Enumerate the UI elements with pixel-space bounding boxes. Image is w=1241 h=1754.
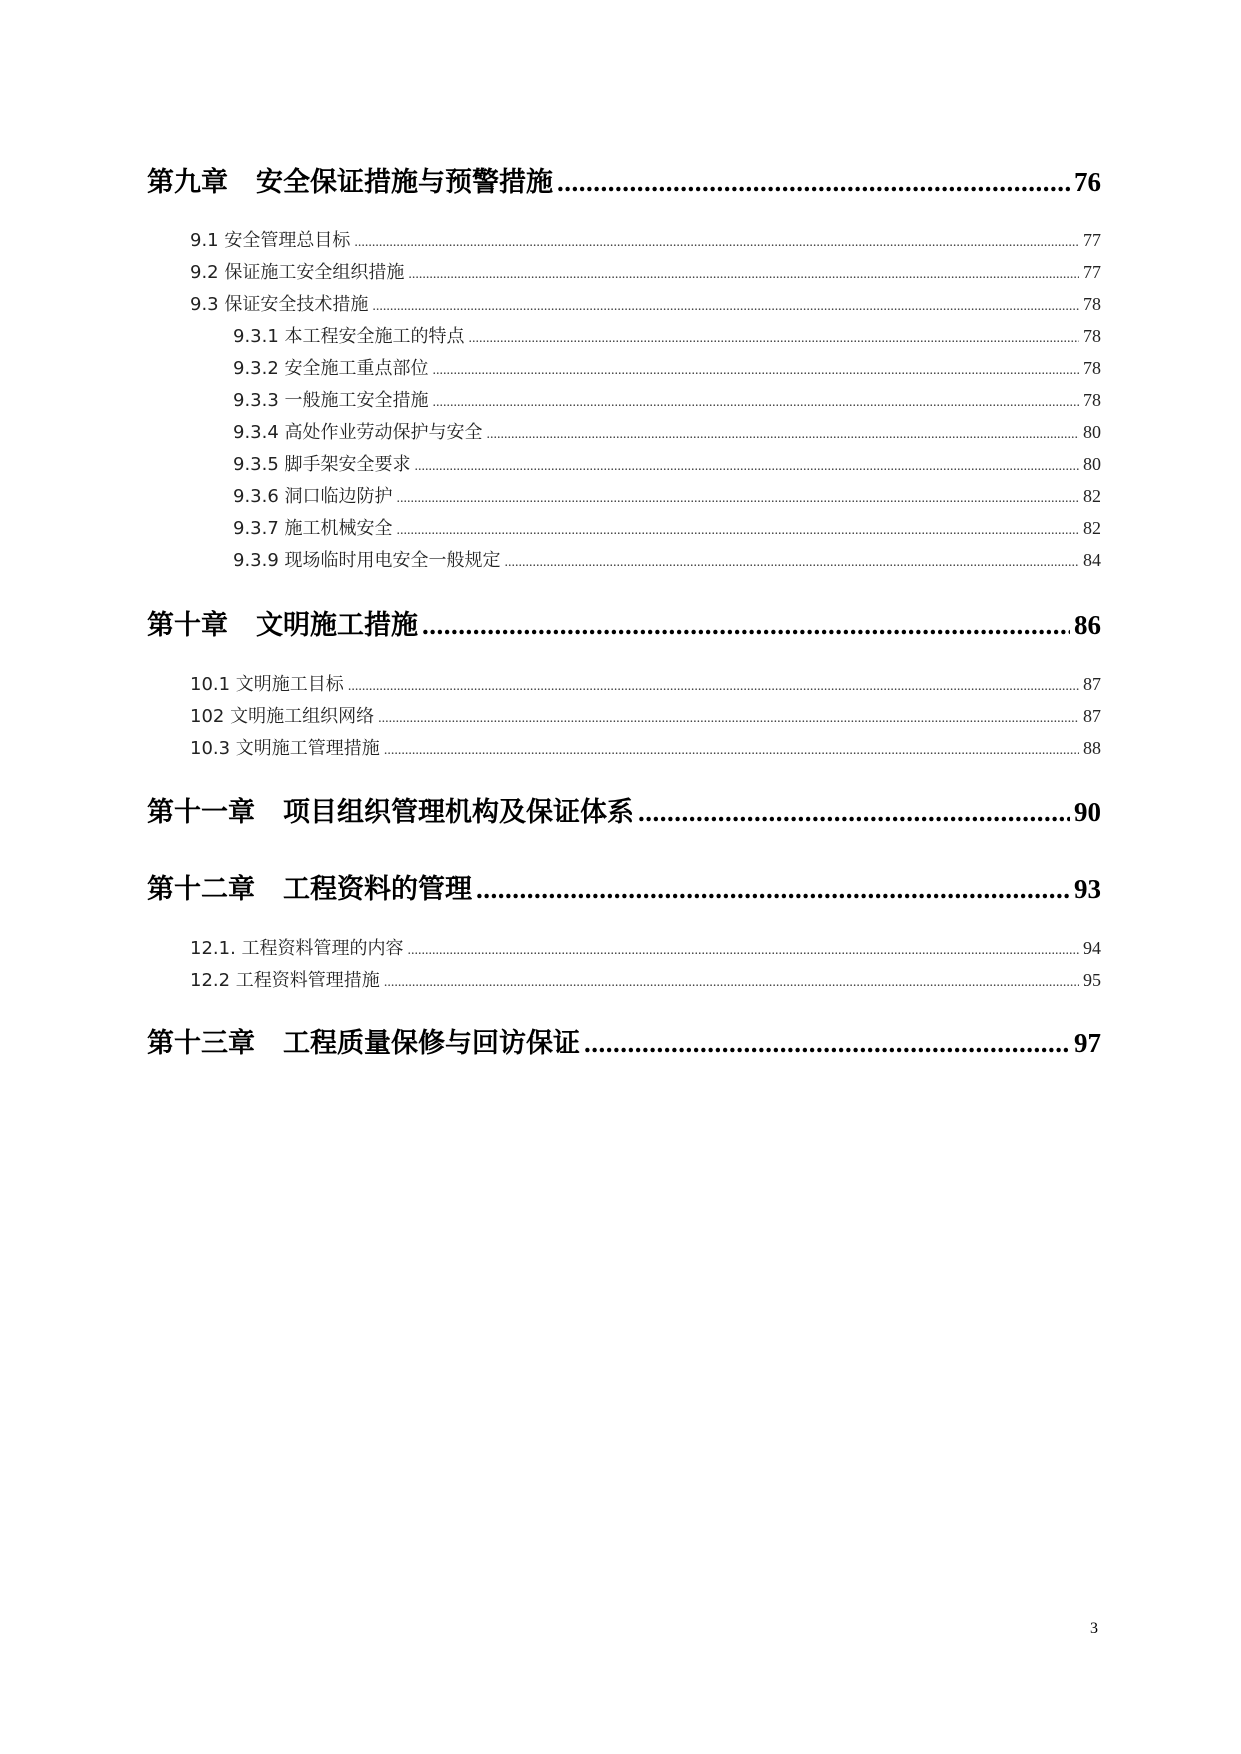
page-ref: 76 (1074, 167, 1101, 197)
dot-leader (422, 610, 1070, 641)
dot-leader (384, 743, 1079, 759)
dot-leader (384, 975, 1079, 991)
dot-leader (476, 874, 1070, 905)
toc-subsection-9-3-5[interactable] (233, 450, 1101, 478)
toc-section-9-2[interactable] (190, 258, 1101, 286)
page-ref: 97 (1074, 1028, 1101, 1058)
toc-chapter-13[interactable] (147, 1021, 1101, 1061)
dot-leader (638, 797, 1070, 828)
toc-chapter-12[interactable] (147, 867, 1101, 907)
section-title: 102 文明施工组织网络 (190, 706, 375, 727)
section-title: 9.3.5 脚手架安全要求 (233, 454, 411, 475)
chapter-title: 安全保证措施与预警措施 (256, 167, 553, 198)
section-title: 10.1 文明施工目标 (190, 674, 344, 695)
chapter-title: 项目组织管理机构及保证体系 (283, 797, 634, 828)
section-title: 10.3 文明施工管理措施 (190, 738, 380, 759)
toc-subsection-9-3-1[interactable] (233, 322, 1101, 350)
toc-chapter-9[interactable] (147, 160, 1101, 200)
toc-subsection-9-3-9[interactable] (233, 546, 1101, 574)
page-ref: 78 (1083, 326, 1101, 346)
chapter-number: 第十一章 (147, 797, 255, 828)
section-title: 9.3 保证安全技术措施 (190, 294, 369, 315)
section-title: 9.3.4 高处作业劳动保护与安全 (233, 422, 483, 443)
section-title: 9.3.2 安全施工重点部位 (233, 358, 429, 379)
section-title: 9.3.7 施工机械安全 (233, 518, 393, 539)
section-title: 9.3.6 洞口临边防护 (233, 486, 393, 507)
dot-leader (372, 299, 1079, 315)
dot-leader (433, 363, 1079, 379)
toc-subsection-9-3-7[interactable] (233, 514, 1101, 542)
dot-leader (505, 555, 1079, 571)
page-ref: 82 (1083, 486, 1101, 506)
toc-section-10-3[interactable] (190, 734, 1101, 762)
dot-leader (557, 167, 1070, 198)
dot-leader (469, 331, 1079, 347)
toc-subsection-9-3-2[interactable] (233, 354, 1101, 382)
toc-subsection-9-3-3[interactable] (233, 386, 1101, 414)
chapter-number: 第十三章 (147, 1028, 255, 1059)
toc-section-10-1[interactable] (190, 670, 1101, 698)
section-title: 9.2 保证施工安全组织措施 (190, 262, 405, 283)
dot-leader (408, 943, 1079, 959)
page-ref: 77 (1083, 230, 1101, 250)
page-ref: 88 (1083, 738, 1101, 758)
toc-section-12-2[interactable] (190, 966, 1101, 994)
page-ref: 77 (1083, 262, 1101, 282)
page-ref: 95 (1083, 970, 1101, 990)
page-ref: 86 (1074, 610, 1101, 640)
section-title: 9.3.9 现场临时用电安全一般规定 (233, 550, 501, 571)
toc-chapter-11[interactable] (147, 790, 1101, 830)
toc-chapter-10[interactable] (147, 603, 1101, 643)
toc-section-12-1[interactable] (190, 934, 1101, 962)
page-ref: 87 (1083, 674, 1101, 694)
chapter-number: 第九章 (147, 167, 228, 198)
dot-leader (397, 491, 1079, 507)
chapter-title: 文明施工措施 (256, 610, 418, 641)
section-title: 9.1 安全管理总目标 (190, 230, 351, 251)
page-ref: 87 (1083, 706, 1101, 726)
chapter-number: 第十章 (147, 610, 228, 641)
dot-leader (348, 679, 1079, 695)
page-ref: 94 (1083, 938, 1101, 958)
page-ref: 82 (1083, 518, 1101, 538)
chapter-number: 第十二章 (147, 874, 255, 905)
section-title: 9.3.3 一般施工安全措施 (233, 390, 429, 411)
page-ref: 78 (1083, 390, 1101, 410)
section-title: 9.3.1 本工程安全施工的特点 (233, 326, 465, 347)
dot-leader (433, 395, 1079, 411)
dot-leader (354, 235, 1079, 251)
toc-subsection-9-3-6[interactable] (233, 482, 1101, 510)
section-title: 12.1. 工程资料管理的内容 (190, 938, 404, 959)
page-ref: 80 (1083, 422, 1101, 442)
dot-leader (397, 523, 1079, 539)
toc-section-9-3[interactable] (190, 290, 1101, 318)
page-ref: 80 (1083, 454, 1101, 474)
page-ref: 93 (1074, 874, 1101, 904)
dot-leader (415, 459, 1079, 475)
dot-leader (584, 1028, 1070, 1059)
page-ref: 78 (1083, 294, 1101, 314)
page-ref: 78 (1083, 358, 1101, 378)
page-number: 3 (1090, 1620, 1098, 1637)
dot-leader (408, 267, 1079, 283)
toc-subsection-9-3-4[interactable] (233, 418, 1101, 446)
page-ref: 90 (1074, 797, 1101, 827)
chapter-title: 工程资料的管理 (283, 874, 472, 905)
dot-leader (378, 711, 1079, 727)
toc-section-10-2[interactable] (190, 702, 1101, 730)
dot-leader (487, 427, 1079, 443)
page-ref: 84 (1083, 550, 1101, 570)
section-title: 12.2 工程资料管理措施 (190, 970, 380, 991)
chapter-title: 工程质量保修与回访保证 (283, 1028, 580, 1059)
toc-section-9-1[interactable] (190, 226, 1101, 254)
